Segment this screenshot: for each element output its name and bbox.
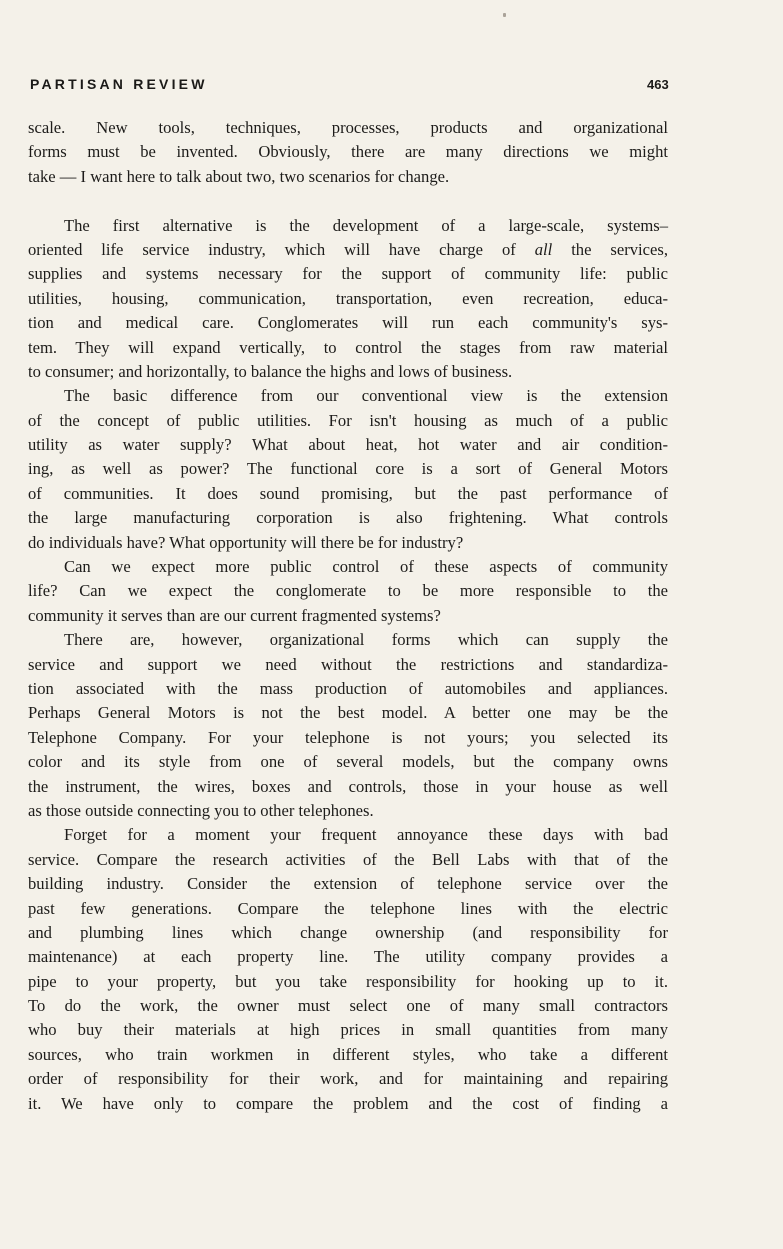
page-number: 463 xyxy=(647,77,669,92)
text-line: sources, who train workmen in different styles, who take a different xyxy=(28,1044,668,1064)
text-line: tem. They will expand vertically, to control the stages from raw material xyxy=(28,337,668,357)
text-line: forms must be invented. Obviously, there are many directions we might xyxy=(28,142,668,162)
paragraph xyxy=(28,628,668,823)
text-line: oriented life service industry, which will have charge of all the services, xyxy=(28,239,668,259)
running-title: PARTISAN REVIEW xyxy=(30,76,208,92)
paragraph xyxy=(28,214,668,385)
paragraph xyxy=(28,555,668,628)
text-line: Telephone Company. For your telephone is not yours; you selected its xyxy=(28,727,668,747)
text-line: To do the work, the owner must select one of many small contractors xyxy=(28,996,668,1016)
text-line: it. We have only to compare the problem and the cost of finding a xyxy=(28,1093,668,1113)
text-line: service. Compare the research activities of the Bell Labs with that of the xyxy=(28,849,668,869)
text-line: utilities, housing, communication, transportation, even recreation, educa- xyxy=(28,288,668,308)
text-line: color and its style from one of several models, but the company owns xyxy=(28,752,668,772)
text-line: scale. New tools, techniques, processes, products and organizational xyxy=(28,118,668,137)
text-line: life? Can we expect the conglomerate to be more responsible to the xyxy=(28,581,668,601)
paragraph xyxy=(28,116,668,189)
text-line: the large manufacturing corporation is also frightening. What controls xyxy=(28,508,668,528)
text-line: tion and medical care. Conglomerates will run each community's sys- xyxy=(28,313,668,333)
text-line: take — I want here to talk about two, two scenarios for change. xyxy=(28,166,450,186)
text-line: to consumer; and horizontally, to balance the highs and lows of business. xyxy=(28,361,513,381)
emphasis-word: all xyxy=(534,239,553,259)
text-line: past few generations. Compare the telephone lines with the electric xyxy=(28,898,668,918)
text-line: ing, as well as power? The functional core is a sort of General Motors xyxy=(28,459,668,479)
paragraph-gap xyxy=(28,189,668,213)
text-line: Perhaps General Motors is not the best model. A better one may be the xyxy=(28,703,668,723)
paragraph xyxy=(28,384,668,555)
text-line: supplies and systems necessary for the support of community life: public xyxy=(28,264,668,284)
paragraph xyxy=(28,823,668,1116)
text-line: maintenance) at each property line. The utility company provides a xyxy=(28,947,668,967)
text-line: Can we expect more public control of these aspects of community xyxy=(64,557,668,577)
text-line: The first alternative is the development of a large-scale, systems– xyxy=(64,215,668,235)
text-line: do individuals have? What opportunity will there be for industry? xyxy=(28,532,464,552)
text-line: pipe to your property, but you take responsibility for hooking up to it. xyxy=(28,971,668,991)
text-line: of communities. It does sound promising, but the past performance of xyxy=(28,483,668,503)
text-line: The basic difference from our conventional view is the extension xyxy=(64,386,668,406)
text-line: the instrument, the wires, boxes and controls, those in your house as well xyxy=(28,776,668,796)
text-line: Forget for a moment your frequent annoyance these days with bad xyxy=(64,825,668,845)
text-line: order of responsibility for their work, and for maintaining and repairing xyxy=(28,1069,668,1089)
text-line: community it serves than are our current fragmented systems? xyxy=(28,605,441,625)
text-line: who buy their materials at high prices in small quantities from many xyxy=(28,1020,668,1040)
text-line: building industry. Consider the extension of telephone service over the xyxy=(28,874,668,894)
paper-speck xyxy=(503,13,506,17)
text-line: There are, however, organizational forms which can supply the xyxy=(64,630,668,650)
text-line: of the concept of public utilities. For isn't housing as much of a public xyxy=(28,410,668,430)
body-text xyxy=(28,116,668,1116)
text-line: utility as water supply? What about heat, hot water and air condition- xyxy=(28,435,668,455)
text-line: tion associated with the mass production of automobiles and appliances. xyxy=(28,678,668,698)
text-line: service and support we need without the restrictions and standardiza- xyxy=(28,654,668,674)
text-line: and plumbing lines which change ownership (and responsibility for xyxy=(28,922,668,942)
text-line: as those outside connecting you to other telephones. xyxy=(28,800,374,820)
